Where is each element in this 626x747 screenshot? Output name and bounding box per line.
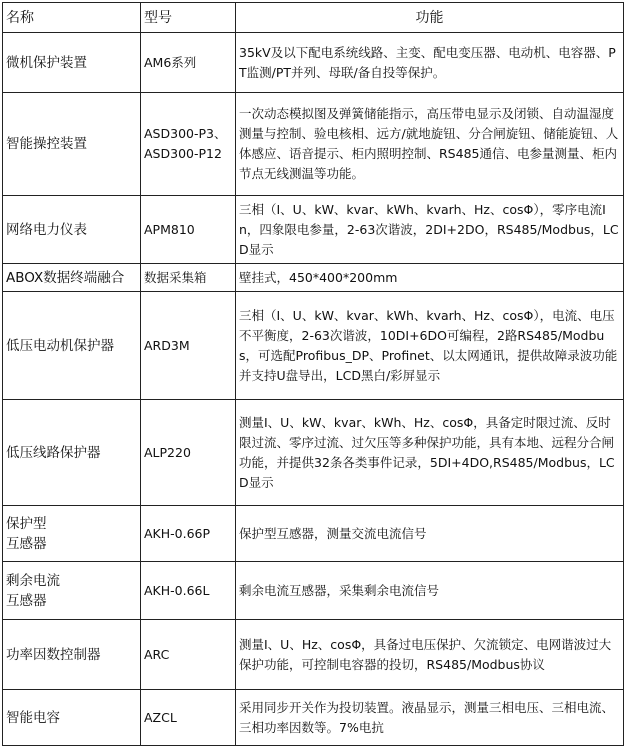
table-row <box>3 196 624 264</box>
row-model: AKH-0.66P <box>141 506 236 562</box>
row-model: APM810 <box>141 196 236 264</box>
row-model: ALP220 <box>141 400 236 506</box>
row-name: ABOX数据终端融合 <box>3 264 141 292</box>
row-name: 保护型 互感器 <box>3 506 141 562</box>
row-name: 剩余电流 互感器 <box>3 562 141 620</box>
row-function: 测量I、U、kW、kvar、kWh、Hz、cosΦ，具备定时限过流、反时限过流、零序过流、过欠压等多种保护功能，具有本地、远程分合闸功能，并提供32条各类事件记录，5DI+4DO,RS485/Modbus，LCD显示 <box>236 400 624 506</box>
row-model: AKH-0.66L <box>141 562 236 620</box>
table-row <box>3 690 624 746</box>
table-row <box>3 33 624 93</box>
row-function: 壁挂式，450*400*200mm <box>236 264 624 292</box>
row-function: 一次动态模拟图及弹簧储能指示，高压带电显示及闭锁、自动温湿度测量与控制、验电核相、远方/就地旋钮、分合闸旋钮、储能旋钮、人体感应、语音提示、柜内照明控制、RS485通信、电参量测量、柜内节点无线测温等功能。 <box>236 93 624 196</box>
row-name: 功率因数控制器 <box>3 620 141 690</box>
header-name: 名称 <box>3 3 141 33</box>
header-function: 功能 <box>236 3 624 33</box>
table-row <box>3 400 624 506</box>
row-name: 智能操控装置 <box>3 93 141 196</box>
product-table <box>2 2 624 746</box>
row-model: 数据采集箱 <box>141 264 236 292</box>
row-model: ARC <box>141 620 236 690</box>
row-name: 智能电容 <box>3 690 141 746</box>
row-function: 保护型互感器，测量交流电流信号 <box>236 506 624 562</box>
row-model: ARD3M <box>141 292 236 400</box>
table-row <box>3 292 624 400</box>
row-name: 低压电动机保护器 <box>3 292 141 400</box>
row-function: 三相（I、U、kW、kvar、kWh、kvarh、Hz、cosΦ），电流、电压不平衡度，2-63次谐波，10DI+6DO可编程，2路RS485/Modbus，可选配Profibus_DP、Profinet、以太网通讯，提供故障录波功能并支持U盘导出，LCD黑白/彩屏显示 <box>236 292 624 400</box>
table-row <box>3 620 624 690</box>
table-row <box>3 93 624 196</box>
row-name: 低压线路保护器 <box>3 400 141 506</box>
row-name: 网络电力仪表 <box>3 196 141 264</box>
row-function: 采用同步开关作为投切装置。液晶显示，测量三相电压、三相电流、三相功率因数等。7%电抗 <box>236 690 624 746</box>
row-function: 三相（I、U、kW、kvar、kWh、kvarh、Hz、cosΦ），零序电流In，四象限电参量，2-63次谐波，2DI+2DO，RS485/Modbus，LCD显示 <box>236 196 624 264</box>
header-row <box>3 3 624 33</box>
row-model: AZCL <box>141 690 236 746</box>
row-model: ASD300-P3、 ASD300-P12 <box>141 93 236 196</box>
row-name: 微机保护装置 <box>3 33 141 93</box>
table-row <box>3 562 624 620</box>
row-function: 测量I、U、Hz、cosΦ，具备过电压保护、欠流锁定、电网谐波过大保护功能，可控制电容器的投切，RS485/Modbus协议 <box>236 620 624 690</box>
row-function: 剩余电流互感器，采集剩余电流信号 <box>236 562 624 620</box>
row-model: AM6系列 <box>141 33 236 93</box>
row-function: 35kV及以下配电系统线路、主变、配电变压器、电动机、电容器、PT监测/PT并列、母联/备自投等保护。 <box>236 33 624 93</box>
header-model: 型号 <box>141 3 236 33</box>
table-row <box>3 506 624 562</box>
table-row <box>3 264 624 292</box>
